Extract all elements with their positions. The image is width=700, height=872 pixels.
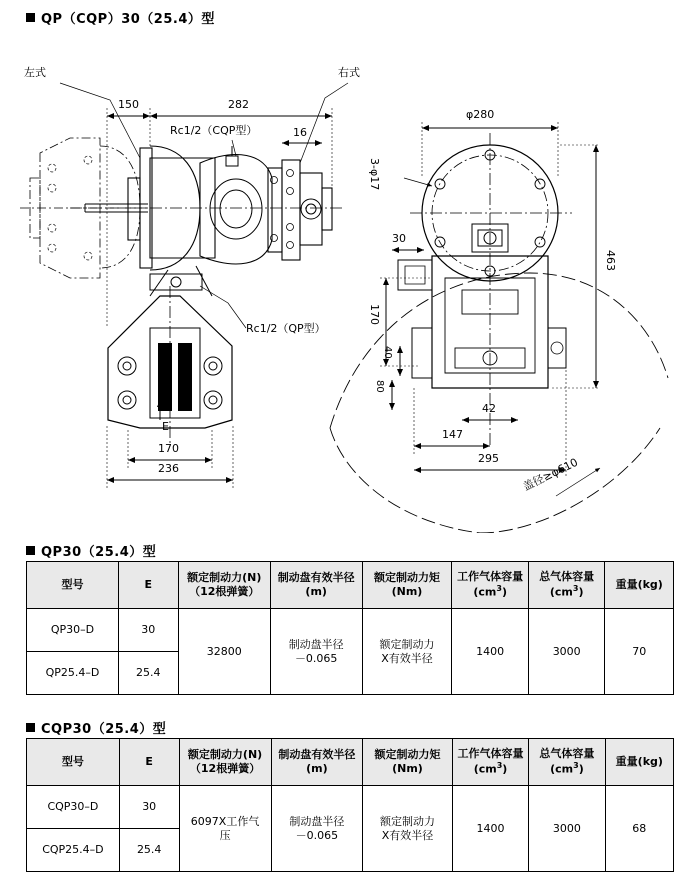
cell-disc-radius: 制动盘半径 －0.065 xyxy=(271,786,363,872)
th-weight: 重量(kg) xyxy=(605,739,673,786)
bullet-icon xyxy=(26,723,35,732)
qp30-spec-table xyxy=(26,561,674,695)
cell-rated-force: 32800 xyxy=(178,609,270,695)
table-row xyxy=(27,786,674,829)
dim-295: 295 xyxy=(478,452,499,465)
bullet-icon xyxy=(26,546,35,555)
dim-170-side: 170 xyxy=(368,304,381,325)
th-rated-force: 额定制动力(N) （12根弹簧） xyxy=(179,739,271,786)
th-rated-torque: 额定制动力矩 (Nm) xyxy=(363,739,453,786)
th-e: E xyxy=(119,739,179,786)
cell-weight: 70 xyxy=(605,609,674,695)
dim-16: 16 xyxy=(293,126,307,139)
cell-e: 25.4 xyxy=(119,829,179,872)
cell-total-volume: 3000 xyxy=(528,609,605,695)
th-model: 型号 xyxy=(27,562,119,609)
th-work-volume: 工作气体容量 $(cm^3)$ xyxy=(452,739,528,786)
th-work-volume: 工作气体容量 $(cm^3)$ xyxy=(452,562,529,609)
dim-42: 42 xyxy=(482,402,496,415)
th-e: E xyxy=(118,562,178,609)
cell-disc-radius: 制动盘半径 －0.065 xyxy=(270,609,362,695)
label-left-type: 左式 xyxy=(24,66,46,79)
cqp30-spec-table xyxy=(26,738,674,872)
page-title-text: QP（CQP）30（25.4）型 xyxy=(41,12,215,27)
th-model: 型号 xyxy=(27,739,120,786)
dim-282: 282 xyxy=(228,98,249,111)
table1-title xyxy=(26,541,156,560)
drawing-svg xyxy=(0,28,700,533)
cell-e: 30 xyxy=(119,786,179,829)
table2-title-text: CQP30（25.4）型 xyxy=(41,722,167,737)
cell-total-volume: 3000 xyxy=(529,786,605,872)
cell-model: CQP25.4–D xyxy=(27,829,120,872)
cell-work-volume: 1400 xyxy=(452,786,528,872)
th-disc-radius: 制动盘有效半径 (m) xyxy=(271,739,363,786)
dim-30: 30 xyxy=(392,232,406,245)
label-3-phi17: 3-φ17 xyxy=(368,158,381,191)
cell-work-volume: 1400 xyxy=(452,609,529,695)
table-header-row xyxy=(27,739,674,786)
label-right-type: 右式 xyxy=(338,66,360,79)
dim-236: 236 xyxy=(158,462,179,475)
th-total-volume: 总气体容量 $(cm^3)$ xyxy=(528,562,605,609)
label-rc-qp: Rc1/2（QP型） xyxy=(246,322,326,335)
label-e-mark: E xyxy=(162,420,169,433)
table-header-row xyxy=(27,562,674,609)
label-rc-cqp: Rc1/2（CQP型） xyxy=(170,124,258,137)
table2-title xyxy=(26,718,166,737)
page-title xyxy=(26,8,215,27)
dim-463: 463 xyxy=(604,250,617,271)
cell-e: 25.4 xyxy=(118,652,178,695)
th-disc-radius: 制动盘有效半径 (m) xyxy=(270,562,362,609)
cell-model: QP25.4–D xyxy=(27,652,119,695)
technical-drawing xyxy=(0,28,700,533)
th-rated-torque: 额定制动力矩 (Nm) xyxy=(362,562,452,609)
dim-40: 40 xyxy=(382,346,393,359)
dim-80: 80 xyxy=(374,380,385,393)
cell-e: 30 xyxy=(118,609,178,652)
label-phi280: φ280 xyxy=(466,108,495,121)
cell-rated-torque: 额定制动力 X有效半径 xyxy=(362,609,452,695)
cell-rated-force: 6097X工作气 压 xyxy=(179,786,271,872)
cell-weight: 68 xyxy=(605,786,673,872)
dim-170-front: 170 xyxy=(158,442,179,455)
cell-model: CQP30–D xyxy=(27,786,120,829)
cell-model: QP30–D xyxy=(27,609,119,652)
dim-147: 147 xyxy=(442,428,463,441)
dim-150: 150 xyxy=(118,98,139,111)
cell-rated-torque: 额定制动力 X有效半径 xyxy=(363,786,453,872)
th-weight: 重量(kg) xyxy=(605,562,674,609)
label-cover-diameter: 盖径≥φ610 xyxy=(520,455,581,494)
bullet-icon xyxy=(26,13,35,22)
table1-title-text: QP30（25.4）型 xyxy=(41,545,157,560)
table-row xyxy=(27,609,674,652)
th-rated-force: 额定制动力(N) （12根弹簧） xyxy=(178,562,270,609)
th-total-volume: 总气体容量 $(cm^3)$ xyxy=(529,739,605,786)
